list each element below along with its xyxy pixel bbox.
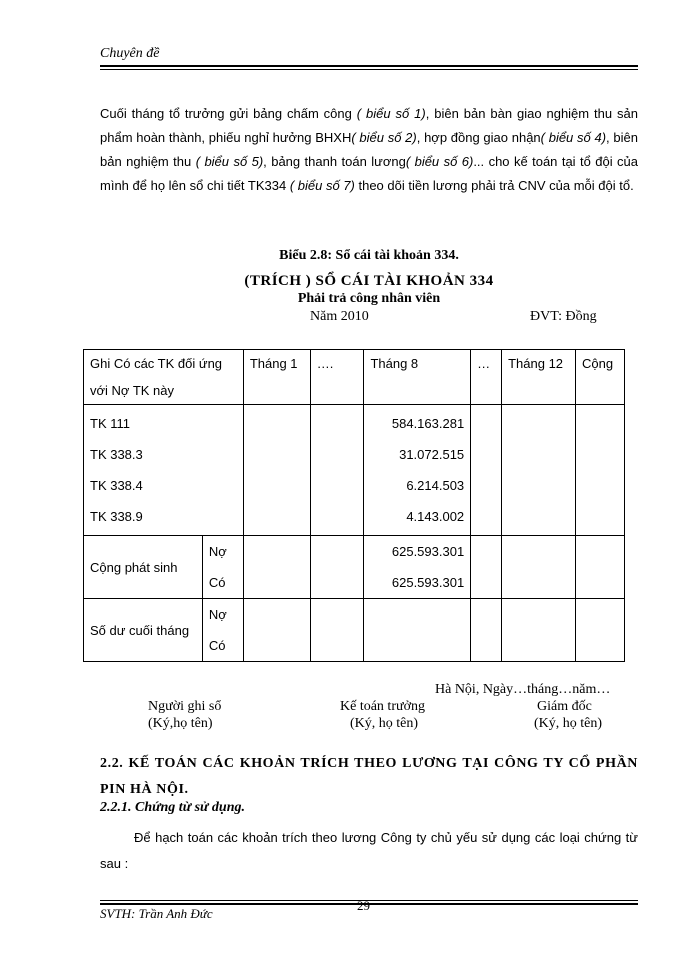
intro-text: , hợp đồng giao nhận [416,130,541,145]
signature-recorder: Người ghi sổ [148,699,222,714]
header-dots: …. [310,350,364,405]
table-caption: Biểu 2.8: Sổ cái tài khoản 334. [279,248,459,263]
account-name: TK 338.3 [90,447,143,462]
intro-ref: ( biểu số 1) [356,106,426,121]
phat-sinh-side [202,536,243,599]
cell-empty [471,599,502,662]
intro-text: , bảng thanh toán lương [263,154,406,169]
header-month8: Tháng 8 [364,350,471,405]
table-header-row [84,350,625,405]
cell-empty [502,536,576,599]
header-account-line1: Ghi Có các TK đối ứng [90,356,223,371]
header-month12: Tháng 12 [502,350,576,405]
subsection-heading: 2.2.1. Chứng từ sử dụng. [100,800,245,815]
header-rule-thin [100,69,638,70]
header-dots: … [471,350,502,405]
signature-chief-accountant: Kế toán trưởng [340,699,425,714]
cell-empty [502,599,576,662]
table-row-phat-sinh [84,536,625,599]
signature-chief-note: (Ký, họ tên) [350,716,419,731]
intro-ref: ( biểu số 6) [405,154,474,169]
intro-paragraph [100,102,638,198]
cell-empty [310,405,364,536]
cell-empty [243,405,310,536]
account-name: TK 338.4 [90,478,143,493]
cell-empty [364,599,471,662]
account-name: TK 338.9 [90,509,143,524]
cell-empty [471,536,502,599]
so-du-side [202,599,243,662]
header-month1: Tháng 1 [243,350,310,405]
cell-empty [502,405,576,536]
signature-recorder-note: (Ký,họ tên) [148,716,213,731]
cell-empty [576,599,625,662]
ledger-year: Năm 2010 [310,309,369,324]
ledger-title: (TRÍCH ) SỔ CÁI TÀI KHOẢN 334 [244,273,494,289]
accounts-month8-cell [364,405,471,536]
account-value: 4.143.002 [406,509,465,524]
phat-sinh-values [364,536,471,599]
section-body: Để hạch toán các khoản trích theo lương Công ty chủ yếu sử dụng các loại chứng từ sau : [100,830,638,871]
header-total: Cộng [576,350,625,405]
page-number: 29 [357,898,370,913]
cell-empty [471,405,502,536]
phat-sinh-label: Cộng phát sinh [84,536,203,599]
cell-empty [576,405,625,536]
signature-director-note: (Ký, họ tên) [534,716,603,731]
signature-date: Hà Nội, Ngày…tháng…năm… [435,682,611,697]
account-value: 31.072.515 [399,447,465,462]
table-row-so-du [84,599,625,662]
account-name: TK 111 [90,416,130,431]
cell-empty [310,599,364,662]
intro-ref: ( biểu số 7) [289,178,355,193]
debit-value: 625.593.301 [391,544,465,559]
intro-text: ... cho kế toán tại tổ đội của mình để họ lên sổ chi tiết TK334 [100,154,639,193]
header-rule [100,65,638,67]
intro-text: , biên bản nghiệm thu [100,130,638,169]
currency-unit: ĐVT: Đồng [530,309,597,324]
cell-empty [243,536,310,599]
footer-author: SVTH: Trần Anh Đức [100,906,213,921]
intro-ref: ( biểu số 2) [351,130,417,145]
header-account [84,350,244,405]
account-value: 6.214.503 [406,478,465,493]
table-row-accounts [84,405,625,536]
cell-empty [310,536,364,599]
header-account-line2: với Nợ TK này [90,383,174,398]
section-heading: 2.2. KẾ TOÁN CÁC KHOẢN TRÍCH THEO LƯƠNG TẠI CÔNG TY CỔ PHẦN PIN HÀ NỘI. [100,756,638,797]
credit-label: Có [208,575,226,590]
header-title: Chuyên đề [100,46,160,61]
ledger-subtitle: Phải trả công nhân viên [297,291,441,306]
so-du-label: Số dư cuối tháng [84,599,203,662]
cell-empty [576,536,625,599]
credit-label: Có [208,638,226,653]
intro-text: , biên bản bàn giao nghiệm thu sản phẩm hoàn thành, phiếu nghỉ hưởng BHXH [100,106,638,145]
account-value: 584.163.281 [391,416,465,431]
ledger-table [83,349,625,662]
credit-value: 625.593.301 [391,575,465,590]
intro-text: theo dõi tiền lương phải trả CNV của mỗi đội tổ. [354,178,634,193]
debit-label: Nợ [208,607,227,622]
cell-empty [243,599,310,662]
accounts-cell [84,405,244,536]
intro-ref: ( biểu số 5) [195,154,264,169]
debit-label: Nợ [208,544,227,559]
intro-text: Cuối tháng tổ trưởng gửi bảng chấm công [100,106,357,121]
intro-ref: ( biểu số 4) [540,130,607,145]
signature-director: Giám đốc [537,699,592,714]
